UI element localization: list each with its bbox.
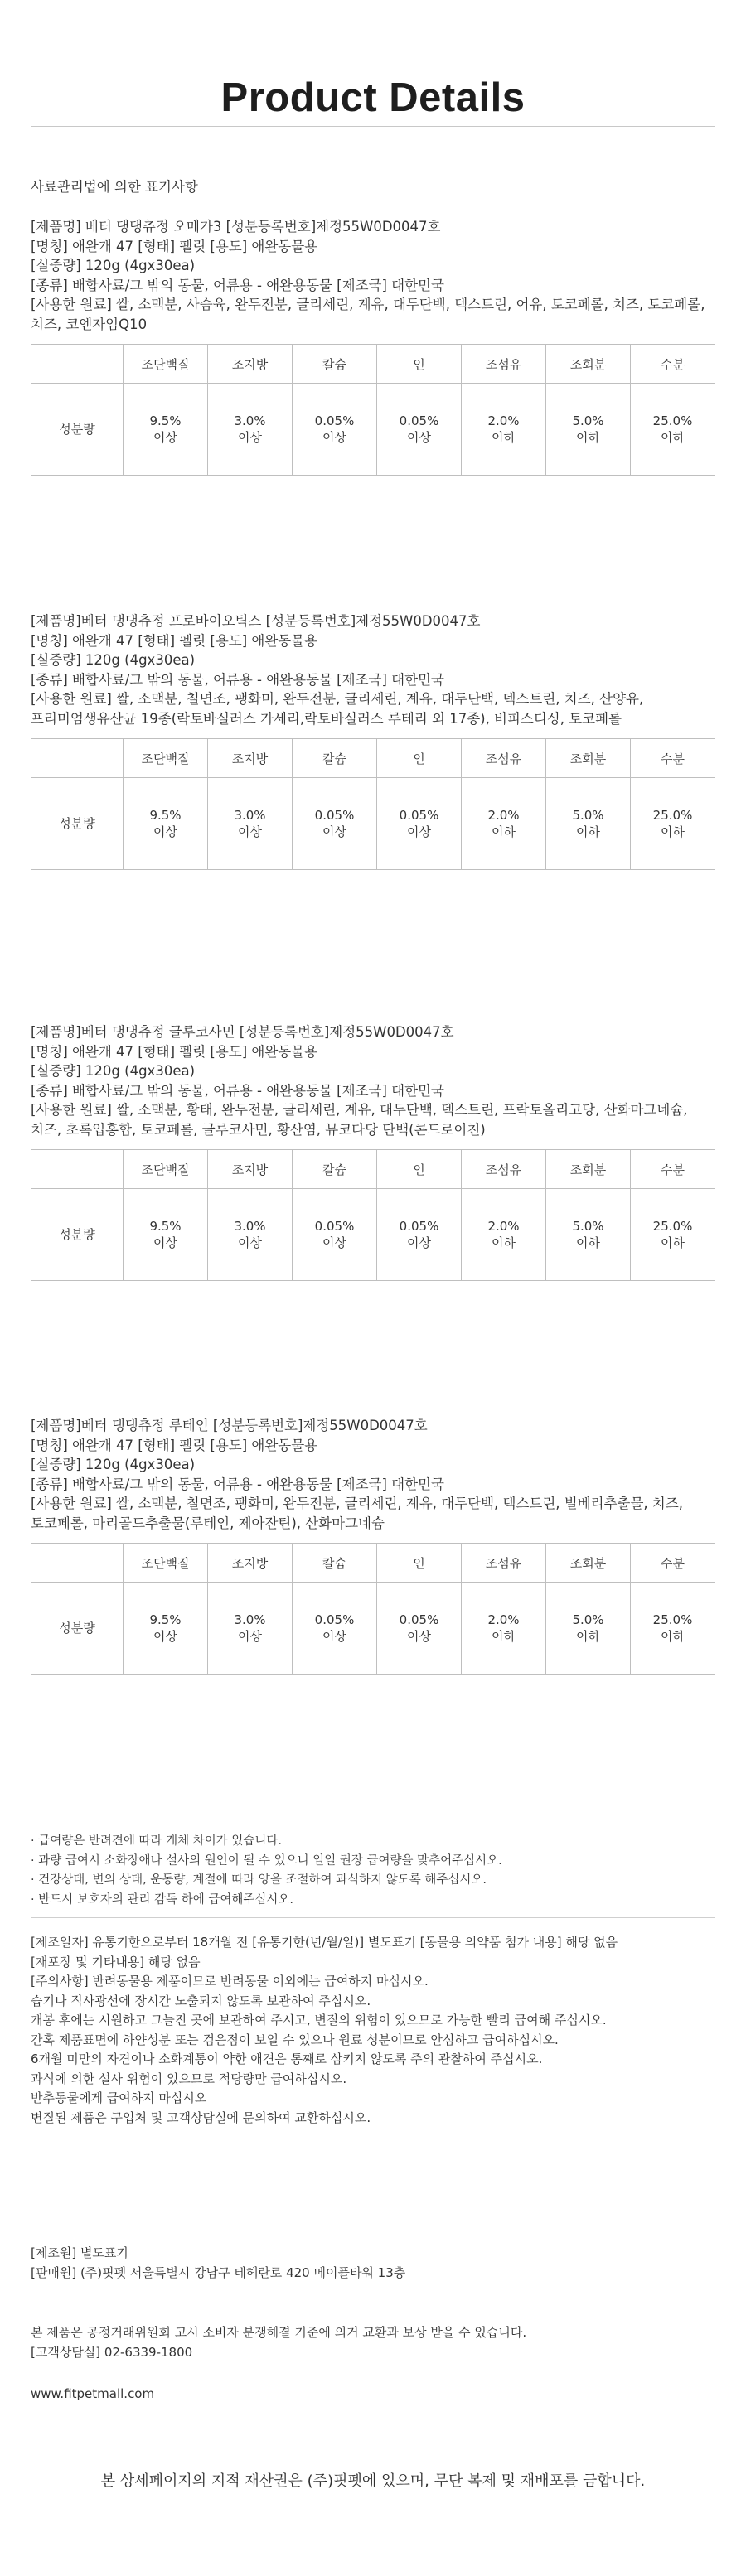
value-amount: 9.5% [149, 1219, 182, 1234]
product-weight-line: [실중량] 120g (4gx30ea) [31, 1063, 196, 1079]
table-row [31, 778, 715, 870]
feeding-notes [31, 1832, 502, 1910]
legal-line: 간혹 제품표면에 하얀성분 또는 검은점이 보일 수 있으나 원료 성분이므로 안심하고 급여하십시오. [31, 2032, 559, 2047]
value-amount: 5.0% [572, 808, 604, 823]
composition-value-cell [208, 384, 293, 476]
value-amount: 2.0% [487, 413, 520, 428]
value-qualifier: 이상 [238, 1235, 262, 1250]
value-qualifier: 이하 [576, 430, 600, 445]
page-header [0, 0, 746, 166]
value-amount: 5.0% [572, 1219, 604, 1234]
legal-line: [주의사항] 반려동물용 제품이므로 반려동물 이외에는 급여하지 마십시오. [31, 1974, 429, 1989]
composition-value-cell [124, 1189, 208, 1281]
value-qualifier: 이하 [661, 430, 685, 445]
table-header-row [31, 345, 715, 384]
note-item: · 건강상태, 변의 상태, 운동량, 계절에 따라 양을 조절하여 과식하지 않도록 해주십시오. [31, 1873, 487, 1887]
value-amount: 25.0% [652, 1612, 693, 1627]
note-item: · 급여량은 반려견에 따라 개체 차이가 있습니다. [31, 1834, 283, 1848]
value-amount: 9.5% [149, 808, 182, 823]
column-header: 조지방 [208, 1150, 293, 1189]
composition-value-cell [377, 1189, 462, 1281]
legal-line: [재포장 및 기타내용] 해당 없음 [31, 1954, 201, 1969]
composition-value-cell [293, 1189, 377, 1281]
value-qualifier: 이하 [492, 1235, 516, 1250]
value-amount: 25.0% [652, 1219, 693, 1234]
product-kind-line: [종류] 배합사료/그 밖의 동물, 어류용 - 애완용동물 [제조국] 대한민국 [31, 671, 444, 688]
product-type-line: [명칭] 애완개 47 [형태] 펠릿 [용도] 애완동물용 [31, 632, 318, 649]
value-qualifier: 이상 [238, 430, 262, 445]
value-qualifier: 이하 [576, 1235, 600, 1250]
column-header: 조지방 [208, 1544, 293, 1583]
value-amount: 2.0% [487, 808, 520, 823]
customer-service-line: [고객상담실] 02-6339-1800 [31, 2344, 193, 2360]
value-qualifier: 이하 [576, 1629, 600, 1644]
column-header: 조단백질 [124, 345, 208, 384]
product-section-lutein [31, 1416, 715, 1675]
product-ingredients-line: [사용한 원료] 쌀, 소맥분, 칠면조, 팽화미, 완두전분, 글리세린, 계유, 대두단백, 덱스트린, 치즈, 산양유, 프리미엄생유산균 19종(락토바실러스 가세리,락토바실러스 루테리 외 17종), 비피스디싱, 토코페롤 [31, 691, 644, 727]
value-amount: 2.0% [487, 1219, 520, 1234]
composition-value-cell [631, 384, 715, 476]
table-corner-cell [31, 1150, 124, 1189]
composition-table [31, 1149, 715, 1281]
composition-value-cell [631, 778, 715, 870]
value-amount: 5.0% [572, 1612, 604, 1627]
legal-line: 습기나 직사광선에 장시간 노출되지 않도록 보관하여 주십시오. [31, 1993, 371, 2008]
value-qualifier: 이상 [322, 430, 346, 445]
column-header: 인 [377, 345, 462, 384]
composition-value-cell [124, 1583, 208, 1675]
value-amount: 0.05% [314, 413, 355, 428]
column-header: 조지방 [208, 345, 293, 384]
legal-line: 개봉 후에는 시원하고 그늘진 곳에 보관하여 주시고, 변질의 위험이 있으므로 가능한 빨리 급여해 주십시오. [31, 2013, 607, 2027]
product-section-glucosamine [31, 1022, 715, 1281]
table-row [31, 384, 715, 476]
title-divider [31, 126, 715, 127]
value-amount: 0.05% [314, 808, 355, 823]
composition-value-cell [208, 778, 293, 870]
table-header-row [31, 739, 715, 778]
value-qualifier: 이하 [492, 430, 516, 445]
maker-line: [제조원] 별도표기 [31, 2245, 128, 2260]
section-divider [31, 1917, 715, 1918]
composition-table [31, 1543, 715, 1675]
composition-value-cell [208, 1583, 293, 1675]
value-amount: 9.5% [149, 1612, 182, 1627]
product-kind-line: [종류] 배합사료/그 밖의 동물, 어류용 - 애완용동물 [제조국] 대한민국 [31, 277, 444, 293]
value-amount: 3.0% [234, 808, 266, 823]
composition-value-cell [377, 1583, 462, 1675]
value-qualifier: 이하 [492, 1629, 516, 1644]
legal-line: 반추동물에게 급여하지 마십시오 [31, 2090, 207, 2105]
column-header: 수분 [631, 345, 715, 384]
product-section-omega3 [31, 217, 715, 476]
value-qualifier: 이상 [153, 1629, 177, 1644]
value-amount: 0.05% [399, 1612, 439, 1627]
seller-line: [판매원] (주)핏펫 서울특별시 강남구 테헤란로 420 메이플타워 13층 [31, 2264, 406, 2280]
product-ingredients-line: [사용한 원료] 쌀, 소맥분, 황태, 완두전분, 글리세린, 계유, 대두단백, 덱스트린, 프락토올리고당, 산화마그네슘, 치즈, 초록입홍합, 토코페롤, 글루코사민, 황산염, 뮤코다당 단백(콘드로이친) [31, 1102, 688, 1138]
value-qualifier: 이상 [153, 430, 177, 445]
product-info [31, 1022, 715, 1139]
composition-value-cell [546, 1189, 631, 1281]
value-qualifier: 이상 [407, 1629, 431, 1644]
composition-value-cell [462, 384, 546, 476]
product-info [31, 217, 715, 334]
value-amount: 0.05% [399, 413, 439, 428]
column-header: 수분 [631, 1150, 715, 1189]
value-qualifier: 이하 [492, 824, 516, 839]
composition-value-cell [631, 1583, 715, 1675]
composition-value-cell [293, 778, 377, 870]
column-header: 조단백질 [124, 1544, 208, 1583]
value-amount: 5.0% [572, 413, 604, 428]
table-header-row [31, 1544, 715, 1583]
legal-line: 변질된 제품은 구입처 및 고객상담실에 문의하여 교환하십시오. [31, 2110, 371, 2125]
composition-value-cell [124, 384, 208, 476]
product-ingredients-line: [사용한 원료] 쌀, 소맥분, 사슴육, 완두전분, 글리세린, 계유, 대두단백, 덱스트린, 어유, 토코페롤, 치즈, 토코페롤, 치즈, 코엔자임Q10 [31, 297, 705, 332]
value-amount: 3.0% [234, 1612, 266, 1627]
product-type-line: [명칭] 애완개 47 [형태] 펠릿 [용도] 애완동물용 [31, 238, 318, 254]
page-title: Product Details [220, 75, 526, 120]
column-header: 수분 [631, 1544, 715, 1583]
value-qualifier: 이하 [661, 824, 685, 839]
composition-value-cell [546, 1583, 631, 1675]
composition-value-cell [377, 384, 462, 476]
composition-value-cell [124, 778, 208, 870]
column-header: 조섬유 [462, 345, 546, 384]
product-info [31, 611, 715, 728]
value-qualifier: 이상 [322, 1629, 346, 1644]
legal-line: 과식에 의한 설사 위험이 있으므로 적당량만 급여하십시오. [31, 2071, 347, 2086]
value-qualifier: 이상 [322, 824, 346, 839]
value-amount: 3.0% [234, 413, 266, 428]
value-amount: 25.0% [652, 808, 693, 823]
column-header: 인 [377, 1150, 462, 1189]
product-name-line: [제품명]베터 댕댕츄정 프로바이오틱스 [성분등록번호]제정55W0D0047호 [31, 613, 481, 629]
column-header: 인 [377, 1544, 462, 1583]
value-qualifier: 이상 [322, 1235, 346, 1250]
product-info [31, 1416, 715, 1533]
composition-value-cell [631, 1189, 715, 1281]
product-weight-line: [실중량] 120g (4gx30ea) [31, 258, 196, 273]
product-weight-line: [실중량] 120g (4gx30ea) [31, 1457, 196, 1472]
value-qualifier: 이상 [238, 1629, 262, 1644]
value-qualifier: 이상 [153, 824, 177, 839]
notice-line: 본 제품은 공정거래위원회 고시 소비자 분쟁해결 기준에 의거 교환과 보상 받을 수 있습니다. [31, 2325, 527, 2340]
column-header: 칼슘 [293, 1544, 377, 1583]
value-amount: 0.05% [399, 1219, 439, 1234]
intro-label: 사료관리법에 의한 표기사항 [31, 179, 198, 195]
maker-info [31, 2244, 405, 2283]
column-header: 조섬유 [462, 739, 546, 778]
composition-value-cell [462, 1583, 546, 1675]
table-corner-cell [31, 345, 124, 384]
table-row [31, 1583, 715, 1675]
row-label: 성분량 [31, 1189, 124, 1281]
column-header: 조지방 [208, 739, 293, 778]
table-row [31, 1189, 715, 1281]
value-qualifier: 이상 [407, 1235, 431, 1250]
note-item: · 반드시 보호자의 관리 감독 하에 급여해주십시오. [31, 1892, 294, 1907]
composition-value-cell [293, 1583, 377, 1675]
note-item: · 과량 급여시 소화장애나 설사의 원인이 될 수 있으니 일일 권장 급여량을 맞추어주십시오. [31, 1853, 502, 1868]
value-amount: 0.05% [314, 1612, 355, 1627]
composition-value-cell [377, 778, 462, 870]
product-type-line: [명칭] 애완개 47 [형태] 펠릿 [용도] 애완동물용 [31, 1043, 318, 1060]
column-header: 칼슘 [293, 1150, 377, 1189]
product-weight-line: [실중량] 120g (4gx30ea) [31, 652, 196, 668]
value-amount: 2.0% [487, 1612, 520, 1627]
table-header-row [31, 1150, 715, 1189]
column-header: 칼슘 [293, 739, 377, 778]
composition-table [31, 738, 715, 870]
column-header: 칼슘 [293, 345, 377, 384]
product-kind-line: [종류] 배합사료/그 밖의 동물, 어류용 - 애완용동물 [제조국] 대한민국 [31, 1082, 444, 1099]
value-qualifier: 이하 [576, 824, 600, 839]
value-amount: 0.05% [399, 808, 439, 823]
product-name-line: [제품명]베터 댕댕츄정 글루코사민 [성분등록번호]제정55W0D0047호 [31, 1024, 454, 1040]
column-header: 인 [377, 739, 462, 778]
table-corner-cell [31, 739, 124, 778]
column-header: 조회분 [546, 1150, 631, 1189]
column-header: 조회분 [546, 345, 631, 384]
column-header: 조회분 [546, 1544, 631, 1583]
composition-value-cell [546, 778, 631, 870]
value-qualifier: 이상 [238, 824, 262, 839]
column-header: 조단백질 [124, 1150, 208, 1189]
product-type-line: [명칭] 애완개 47 [형태] 펠릿 [용도] 애완동물용 [31, 1437, 318, 1453]
composition-value-cell [462, 778, 546, 870]
value-amount: 3.0% [234, 1219, 266, 1234]
copyright-notice: 본 상세페이지의 지적 재산권은 (주)핏펫에 있으며, 무단 복제 및 재배포를 금합니다. [100, 2472, 646, 2490]
product-section-probiotics [31, 611, 715, 870]
value-amount: 25.0% [652, 413, 693, 428]
column-header: 조단백질 [124, 739, 208, 778]
row-label: 성분량 [31, 384, 124, 476]
column-header: 조섬유 [462, 1544, 546, 1583]
product-ingredients-line: [사용한 원료] 쌀, 소맥분, 칠면조, 팽화미, 완두전분, 글리세린, 계유, 대두단백, 덱스트린, 빌베리추출물, 치즈, 토코페롤, 마리골드추출물(루테인, 제아잔틴), 산화마그네슘 [31, 1496, 684, 1531]
product-name-line: [제품명]베터 댕댕츄정 루테인 [성분등록번호]제정55W0D0047호 [31, 1418, 428, 1433]
value-qualifier: 이하 [661, 1629, 685, 1644]
table-corner-cell [31, 1544, 124, 1583]
legal-line: 6개월 미만의 자견이나 소화계통이 약한 애견은 통째로 삼키지 않도록 주의 관찰하여 주십시오. [31, 2052, 543, 2066]
composition-table [31, 344, 715, 476]
value-amount: 0.05% [314, 1219, 355, 1234]
composition-value-cell [208, 1189, 293, 1281]
composition-value-cell [546, 384, 631, 476]
value-qualifier: 이하 [661, 1235, 685, 1250]
legal-info [31, 1933, 715, 2128]
column-header: 수분 [631, 739, 715, 778]
website-link[interactable]: www.fitpetmall.com [31, 2386, 155, 2401]
row-label: 성분량 [31, 1583, 124, 1675]
legal-line: [제조일자] 유통기한으로부터 18개월 전 [유통기한(년/월/일)] 별도표기 [동물용 의약품 첨가 내용] 해당 없음 [31, 1935, 618, 1950]
column-header: 조섬유 [462, 1150, 546, 1189]
product-kind-line: [종류] 배합사료/그 밖의 동물, 어류용 - 애완용동물 [제조국] 대한민국 [31, 1476, 444, 1492]
column-header: 조회분 [546, 739, 631, 778]
value-qualifier: 이상 [407, 824, 431, 839]
exchange-notice [31, 2323, 526, 2362]
value-amount: 9.5% [149, 413, 182, 428]
product-name-line: [제품명] 베터 댕댕츄정 오메가3 [성분등록번호]제정55W0D0047호 [31, 219, 441, 234]
composition-value-cell [293, 384, 377, 476]
value-qualifier: 이상 [407, 430, 431, 445]
composition-value-cell [462, 1189, 546, 1281]
row-label: 성분량 [31, 778, 124, 870]
value-qualifier: 이상 [153, 1235, 177, 1250]
